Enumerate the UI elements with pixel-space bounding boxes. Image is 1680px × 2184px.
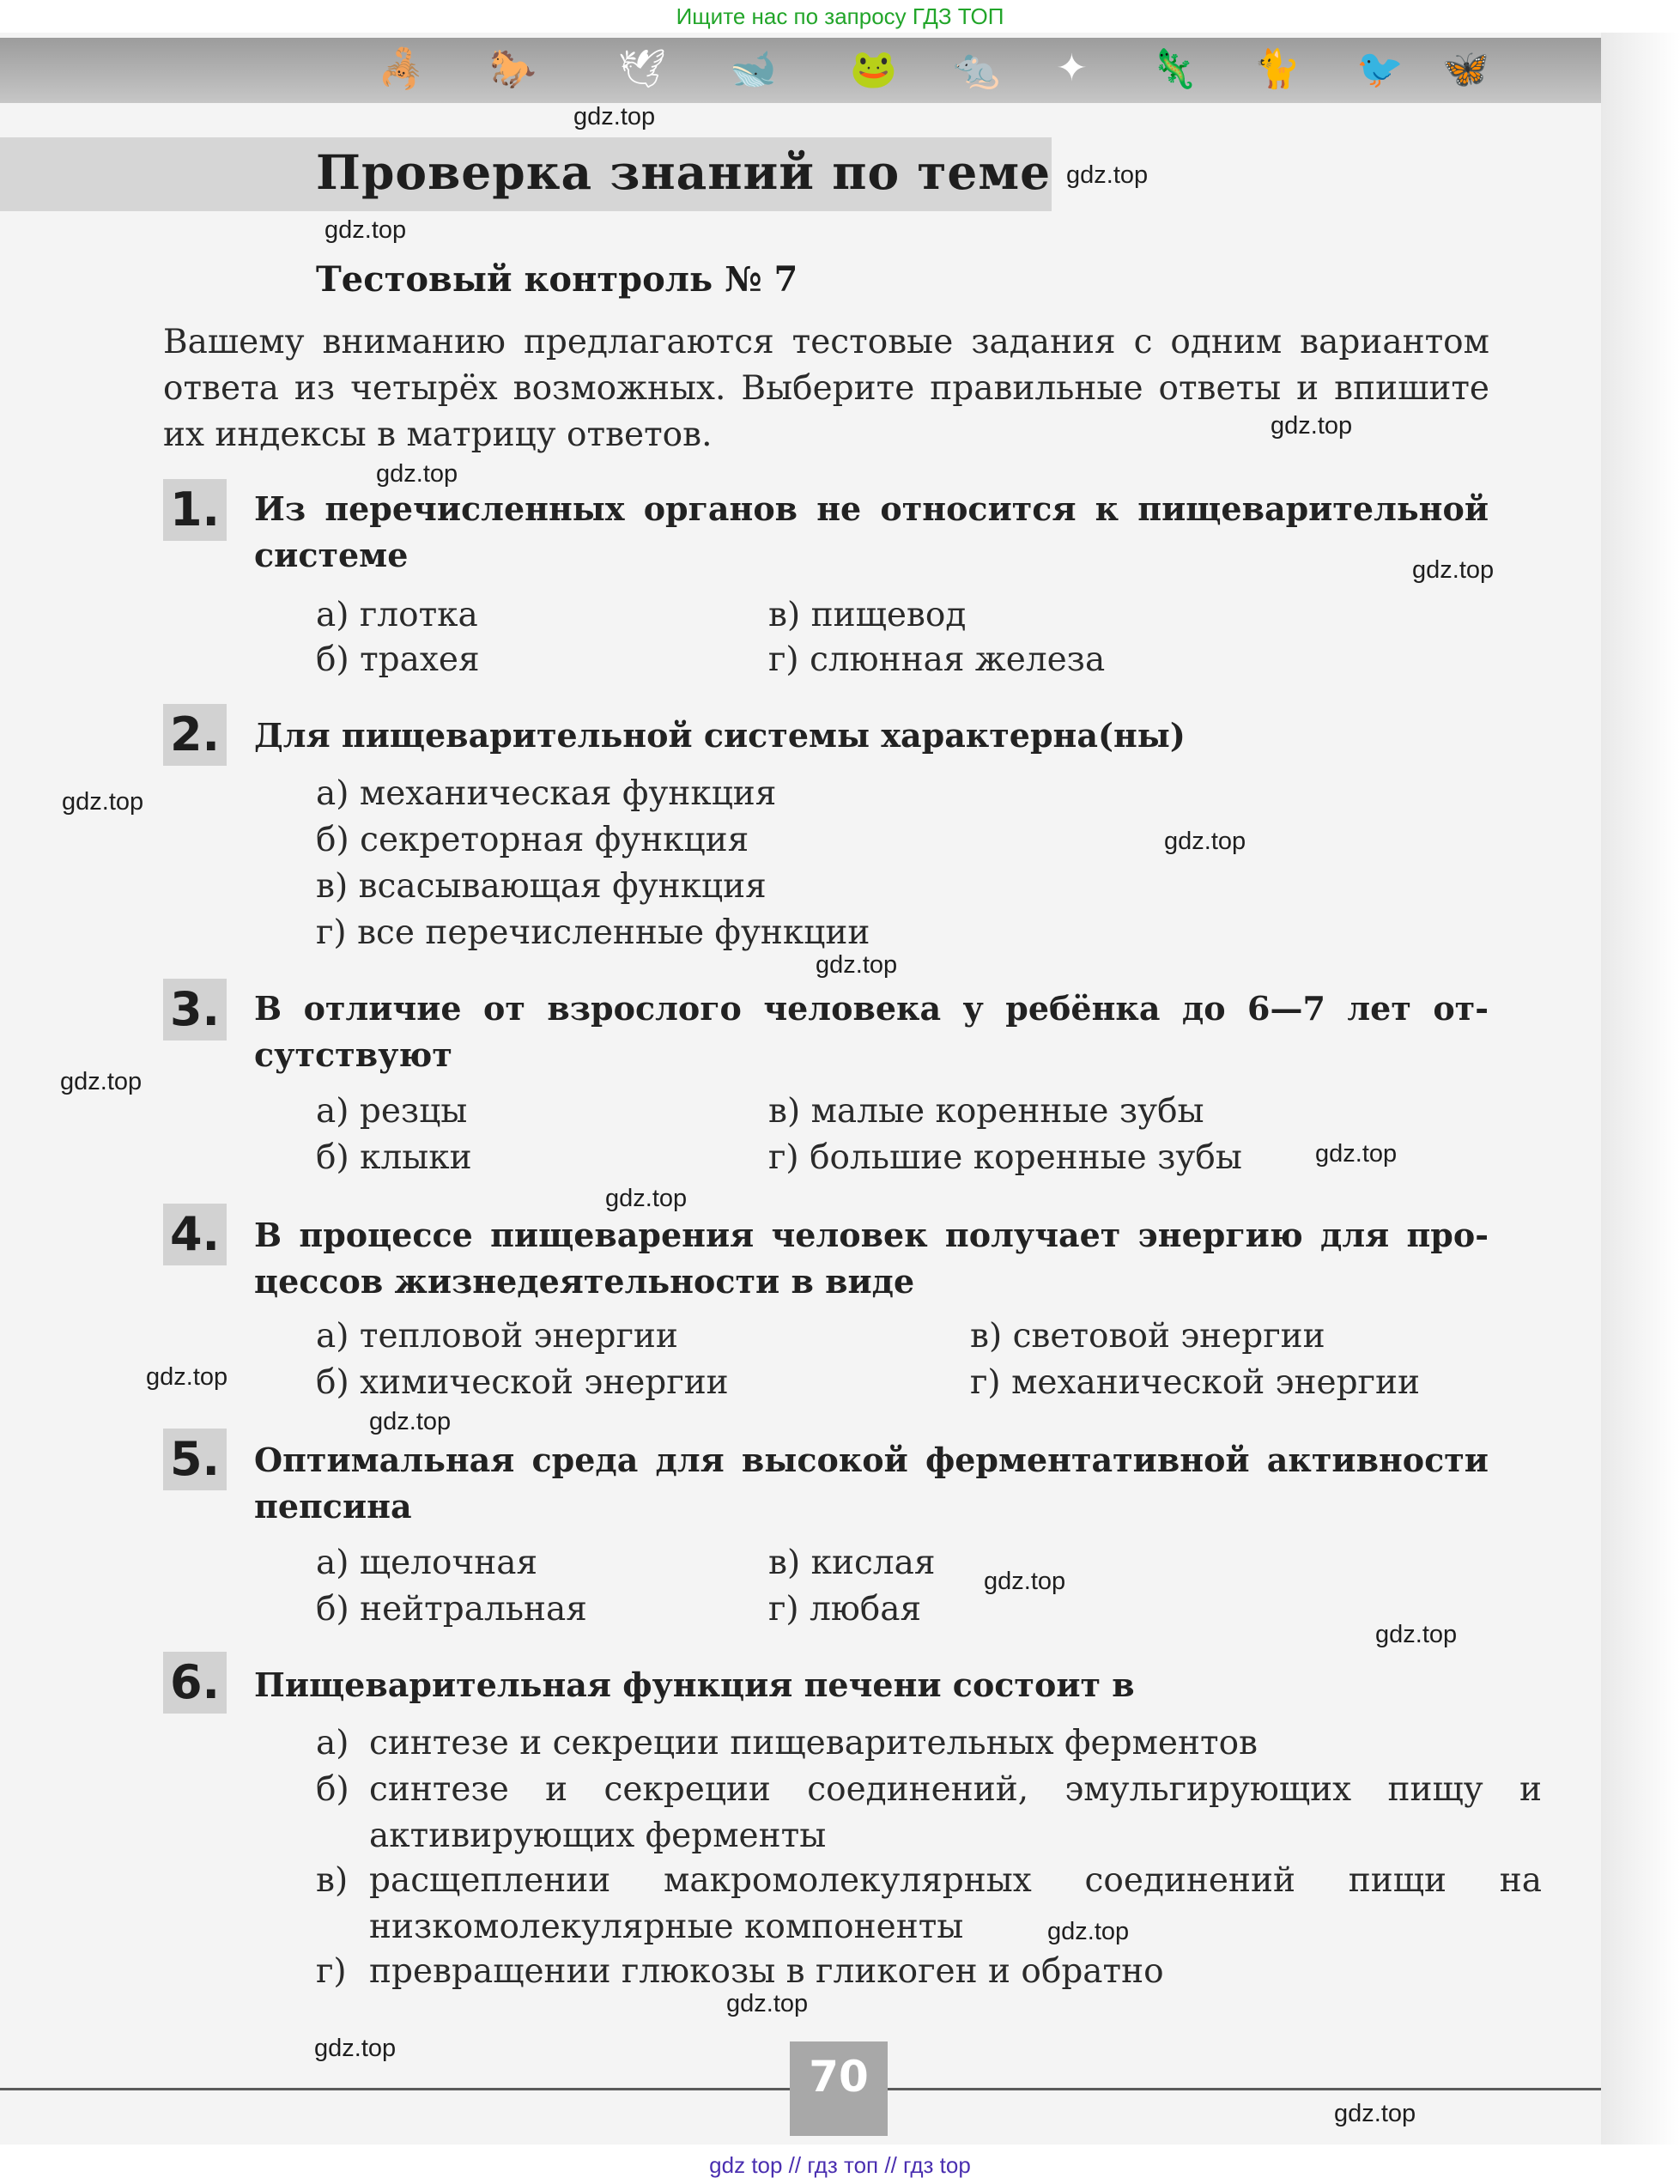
question-text: В процессе пищеварения человек получает энергию для процессов жизнедеятельности в виде: [254, 1216, 1489, 1301]
option[interactable]: б) трахея: [316, 640, 480, 679]
watermark: gdz.top: [1047, 1918, 1130, 1945]
question-number: 6.: [163, 1652, 227, 1714]
option[interactable]: а) резцы: [316, 1092, 468, 1131]
whale-icon: 🐋: [730, 47, 777, 91]
scorpion-icon: 🦂: [378, 47, 425, 91]
option[interactable]: б) нейтральная: [316, 1590, 587, 1629]
option[interactable]: а) щелочная: [316, 1544, 538, 1582]
watermark: gdz.top: [324, 216, 407, 244]
watermark: gdz.top: [1334, 2100, 1416, 2127]
question-text: Из перечисленных органов не относится к пищеварительной системе: [254, 489, 1489, 574]
frog-icon: 🐸: [850, 47, 897, 91]
question-number: 2.: [163, 704, 227, 766]
question-number: 3.: [163, 979, 227, 1040]
page-title: Проверка знаний по теме: [316, 144, 1052, 200]
option[interactable]: г) любая: [768, 1590, 922, 1629]
option[interactable]: а) синтезе и секреции пищеварительных ферментов: [316, 1724, 1258, 1762]
watermark: gdz.top: [1066, 161, 1149, 189]
bird2-icon: 🐦: [1356, 47, 1404, 91]
bird-icon: 🕊: [618, 47, 666, 91]
option[interactable]: б) синтезе и секреции соединений, эмульгирующих пищу и активирующих ферменты: [316, 1770, 1542, 1855]
option[interactable]: г) механической энергии: [970, 1363, 1420, 1402]
option[interactable]: в) малые коренные зубы: [768, 1092, 1204, 1131]
option[interactable]: в) всасывающая функция: [316, 867, 767, 906]
watermark: gdz.top: [1164, 828, 1246, 855]
lizard-icon: 🦎: [1150, 47, 1198, 91]
watermark: gdz.top: [146, 1363, 228, 1391]
top-banner: Ищите нас по запросу ГДЗ ТОП: [676, 3, 1004, 29]
bottom-banner: gdz top // гдз топ // гдз top: [709, 2152, 971, 2178]
butterfly-icon: 🦋: [1442, 47, 1489, 91]
option[interactable]: г) большие коренные зубы: [768, 1138, 1242, 1177]
option[interactable]: б) секреторная функция: [316, 821, 749, 859]
horse-icon: 🐎: [489, 47, 537, 91]
option[interactable]: г) слюнная железа: [768, 640, 1106, 679]
option[interactable]: б) химической энергии: [316, 1363, 729, 1402]
watermark: gdz.top: [376, 460, 458, 488]
watermark: gdz.top: [369, 1408, 452, 1435]
question-number: 1.: [163, 479, 227, 541]
option[interactable]: в) расщеплении макромолекулярных соединений пищи на низкомолекулярные компоненты: [316, 1861, 1542, 1946]
option[interactable]: в) световой энергии: [970, 1317, 1325, 1356]
watermark: gdz.top: [605, 1185, 688, 1212]
question-text: Пищеварительная функция печени состоит в: [254, 1665, 1135, 1704]
intro-text: Вашему вниманию предлагаются тестовые задания с одним вариантом ответа из четырёх возможных. Выберите правильные ответы и впишите их индексы в матрицу ответов.: [163, 323, 1489, 454]
option[interactable]: в) пищевод: [768, 596, 967, 634]
question-number: 5.: [163, 1429, 227, 1490]
animal-strip: [0, 38, 1601, 103]
page-edge: [1601, 33, 1680, 2145]
page-number: 70: [809, 2052, 869, 2102]
question-number: 4.: [163, 1204, 227, 1265]
watermark: gdz.top: [816, 951, 898, 979]
watermark: gdz.top: [1412, 556, 1495, 584]
question-text: В отличие от взрослого человека у ребёнка до 6—7 лет отсутствуют: [254, 989, 1489, 1074]
question-text: Для пищеварительной системы характерна(ны): [254, 716, 1186, 755]
option[interactable]: б) клыки: [316, 1138, 472, 1177]
watermark: gdz.top: [1315, 1140, 1398, 1168]
watermark: gdz.top: [984, 1568, 1066, 1595]
watermark: gdz.top: [60, 1068, 143, 1095]
watermark: gdz.top: [726, 1990, 809, 2017]
cat-icon: 🐈: [1253, 47, 1301, 91]
dragonfly-icon: ✦: [1056, 46, 1088, 90]
question-text: Оптимальная среда для высокой ферментативной активности пепсина: [254, 1441, 1489, 1526]
option[interactable]: а) глотка: [316, 596, 478, 634]
option[interactable]: а) механическая функция: [316, 774, 777, 813]
watermark: gdz.top: [1271, 412, 1353, 440]
watermark: gdz.top: [1375, 1621, 1458, 1648]
rodent-icon: 🐀: [953, 47, 1000, 91]
test-subtitle: Тестовый контроль № 7: [316, 259, 798, 300]
option[interactable]: г) все перечисленные функции: [316, 913, 870, 952]
watermark: gdz.top: [573, 103, 656, 130]
watermark: gdz.top: [314, 2035, 397, 2062]
option[interactable]: г) превращении глюкозы в гликоген и обратно: [316, 1952, 1164, 1991]
option[interactable]: в) кислая: [768, 1544, 936, 1582]
watermark: gdz.top: [62, 788, 144, 816]
option[interactable]: а) тепловой энергии: [316, 1317, 678, 1356]
